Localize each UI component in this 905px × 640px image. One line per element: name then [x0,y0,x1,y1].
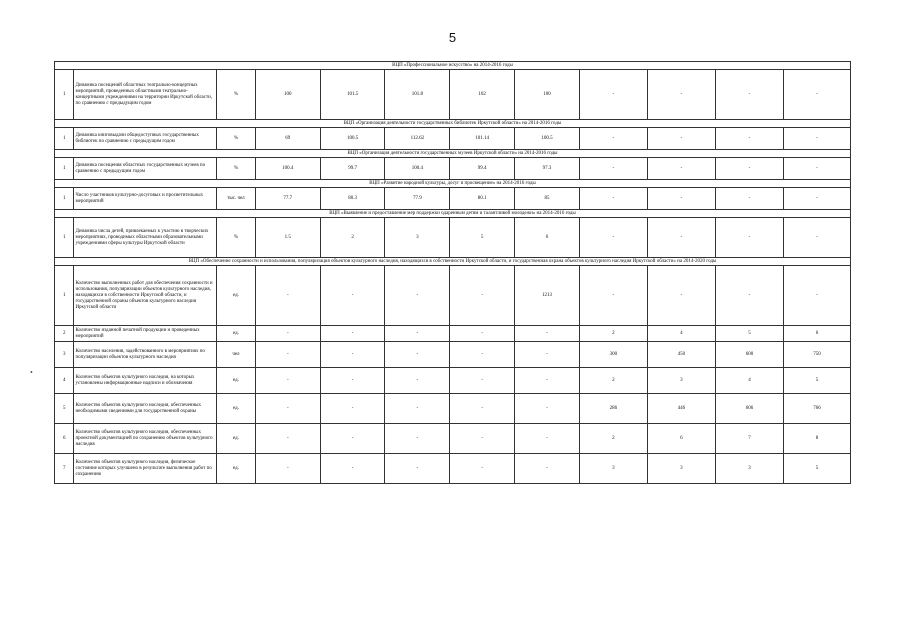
value-cell: 446 [647,394,715,424]
value-cell: - [255,368,320,394]
value-cell: 5 [783,454,850,484]
value-cell: - [320,326,385,342]
value-cell: 77.9 [385,188,450,210]
value-cell: 7 [715,424,783,454]
value-cell: - [783,218,850,258]
value-cell: - [450,394,515,424]
unit-cell: ед. [217,394,256,424]
table-row [55,454,851,484]
unit-cell: ед. [217,368,256,394]
value-cell: - [515,326,580,342]
row-number: 3 [55,342,74,368]
table-row [55,424,851,454]
value-cell: 2 [579,326,647,342]
value-cell: 69 [255,128,320,150]
section-title: ВЦП «Выявление и предоставление мер поддержки одаренным детям и талантливой молодежи» на 2014-2016 годы [55,210,851,218]
table-body [55,62,851,484]
value-cell: - [320,342,385,368]
value-cell: - [783,128,850,150]
value-cell: - [715,158,783,180]
unit-cell: тыс. чел [217,188,256,210]
value-cell: - [647,266,715,326]
value-cell: 99.7 [320,158,385,180]
value-cell: - [647,158,715,180]
value-cell: - [320,394,385,424]
value-cell: 80.1 [450,188,515,210]
row-number: 7 [55,454,74,484]
value-cell: 101.8 [385,70,450,120]
table-row [55,368,851,394]
value-cell: - [515,394,580,424]
value-cell: - [579,188,647,210]
page-number: 5 [448,30,457,45]
value-cell: - [320,368,385,394]
value-cell: - [255,394,320,424]
value-cell: 5 [715,326,783,342]
value-cell: - [579,128,647,150]
value-cell: - [320,266,385,326]
value-cell: - [515,424,580,454]
value-cell: 3 [647,454,715,484]
value-cell: 1.5 [255,218,320,258]
table-row [55,70,851,120]
section-title: ВЦП «Организация деятельности государственных библиотек Иркутской области» на 2014-2016 годы [55,120,851,128]
value-cell: - [385,424,450,454]
value-cell: - [647,128,715,150]
section-header-row [55,180,851,188]
indicator-name: Количество объектов культурного наследия, обеспеченных проектной документацией по сохранению объектов культурного наследия [74,424,217,454]
unit-cell: ед. [217,424,256,454]
indicators-table [54,61,851,484]
value-cell: - [320,424,385,454]
indicator-name: Количество изданной печатной продукции и проведенных мероприятий [74,326,217,342]
scan-artifact-mark: • [30,368,33,377]
value-cell: - [255,342,320,368]
value-cell: - [647,218,715,258]
value-cell: 3 [715,454,783,484]
value-cell: - [385,266,450,326]
table-row [55,158,851,180]
table-row [55,128,851,150]
value-cell: - [715,70,783,120]
value-cell: - [579,70,647,120]
value-cell: - [450,454,515,484]
value-cell: - [385,342,450,368]
value-cell: - [320,454,385,484]
value-cell: - [255,326,320,342]
value-cell: 100 [515,70,580,120]
row-number: 2 [55,326,74,342]
table-row [55,188,851,210]
unit-cell: чел [217,342,256,368]
section-header-row [55,150,851,158]
indicator-name: Количество объектов культурного наследия, обеспеченных необходимыми сведениями для государственной охраны [74,394,217,424]
section-title: ВЦП «Организация деятельности государственных музеев Иркутской области» на 2014-2016 годы [55,150,851,158]
value-cell: 766 [783,394,850,424]
value-cell: 600 [715,342,783,368]
value-cell: 3 [385,218,450,258]
value-cell: 5 [783,368,850,394]
value-cell: 100.4 [255,158,320,180]
value-cell: - [783,188,850,210]
value-cell: 77.7 [255,188,320,210]
value-cell: - [255,424,320,454]
unit-cell: % [217,128,256,150]
table-row [55,394,851,424]
value-cell: 450 [647,342,715,368]
value-cell: 80.3 [320,188,385,210]
unit-cell: ед. [217,266,256,326]
indicator-name: Количество объектов культурного наследия, физическое состояние которых улучшено в результате выполнения работ по сохранению [74,454,217,484]
indicator-name: Количество объектов культурного наследия, на которых установлены информационные надписи и обозначения [74,368,217,394]
value-cell: 101.5 [320,70,385,120]
value-cell: - [715,266,783,326]
value-cell: - [579,158,647,180]
value-cell: 8 [783,424,850,454]
unit-cell: ед. [217,454,256,484]
unit-cell: ед. [217,326,256,342]
value-cell: 102 [450,70,515,120]
section-title: ВЦП «Развитие народной культуры, досуг и просвещение» на 2014-2016 годы [55,180,851,188]
value-cell: - [385,368,450,394]
table-row [55,266,851,326]
value-cell: 2 [320,218,385,258]
section-header-row [55,210,851,218]
indicator-name: Число участников культурно-досуговых и просветительных мероприятий [74,188,217,210]
value-cell: - [450,424,515,454]
value-cell: - [515,454,580,484]
value-cell: 4 [715,368,783,394]
table-row [55,342,851,368]
unit-cell: % [217,70,256,120]
row-number: 6 [55,424,74,454]
indicator-name: Динамика посещений областных театрально-концертных мероприятий, проведенных областными театрально-концертными учреждениями на территории Иркутской области, по сравнению с предыдущим годом [74,70,217,120]
value-cell: - [255,454,320,484]
value-cell: - [579,218,647,258]
value-cell: - [385,326,450,342]
value-cell: 100.5 [515,128,580,150]
row-number: 1 [55,188,74,210]
value-cell: 1213 [515,266,580,326]
value-cell: 3 [647,368,715,394]
section-header-row [55,258,851,266]
value-cell: - [515,342,580,368]
value-cell: 100.4 [385,158,450,180]
value-cell: - [715,188,783,210]
value-cell: - [450,266,515,326]
value-cell: - [515,368,580,394]
table-row [55,218,851,258]
unit-cell: % [217,218,256,258]
value-cell: - [385,394,450,424]
section-title: ВЦП «Обеспечение сохранности и использования, популяризация объектов культурного наследия, находящихся в собственности Иркутской области, и государственная охрана объектов культурного наследия Иркутской области» на 2014-2020 годы [55,258,851,266]
value-cell: 85 [515,188,580,210]
indicator-name: Количество выполненных работ для обеспечения сохранности и использования, популяризации объектов культурного наследия, находящихся в собственности Иркутской области, и государственной охраны объектов культурного наследия Иркутской области [74,266,217,326]
row-number: 1 [55,158,74,180]
value-cell: 6 [783,326,850,342]
row-number: 5 [55,394,74,424]
row-number: 1 [55,218,74,258]
value-cell: 3 [579,454,647,484]
value-cell: - [450,326,515,342]
value-cell: 101.14 [450,128,515,150]
value-cell: 112.62 [385,128,450,150]
value-cell: - [783,70,850,120]
value-cell: 100 [255,70,320,120]
unit-cell: % [217,158,256,180]
row-number: 1 [55,266,74,326]
value-cell: - [450,368,515,394]
row-number: 1 [55,128,74,150]
indicator-name: Динамика посещения областных государственных музеев по сравнению с предыдущим годом [74,158,217,180]
section-header-row [55,62,851,70]
value-cell: - [450,342,515,368]
value-cell: 2 [579,424,647,454]
value-cell: 750 [783,342,850,368]
value-cell: 606 [715,394,783,424]
value-cell: 99.4 [450,158,515,180]
value-cell: - [647,188,715,210]
value-cell: 4 [647,326,715,342]
indicator-name: Динамика книговыдачи общедоступных государственных библиотек по сравнению с предыдущим годом [74,128,217,150]
value-cell: 6 [647,424,715,454]
value-cell: 2 [579,368,647,394]
value-cell: - [579,266,647,326]
value-cell: - [647,70,715,120]
value-cell: 6 [515,218,580,258]
value-cell: - [715,218,783,258]
row-number: 1 [55,70,74,120]
value-cell: 100.5 [320,128,385,150]
value-cell: - [783,266,850,326]
value-cell: 97.3 [515,158,580,180]
row-number: 4 [55,368,74,394]
section-title: ВЦП «Профессиональное искусство» на 2014-2016 годы [55,62,851,70]
value-cell: 286 [579,394,647,424]
value-cell: - [385,454,450,484]
value-cell: 5 [450,218,515,258]
value-cell: - [255,266,320,326]
value-cell: 300 [579,342,647,368]
value-cell: - [783,158,850,180]
table-row [55,326,851,342]
section-header-row [55,120,851,128]
value-cell: - [715,128,783,150]
indicator-name: Динамика числа детей, привлекаемых к участию в творческих мероприятиях, проводимых областными образовательными учреждениями сферы культуры Иркутской области [74,218,217,258]
indicator-name: Количество населения, задействованного в мероприятиях по популяризации объектов культурного наследия [74,342,217,368]
